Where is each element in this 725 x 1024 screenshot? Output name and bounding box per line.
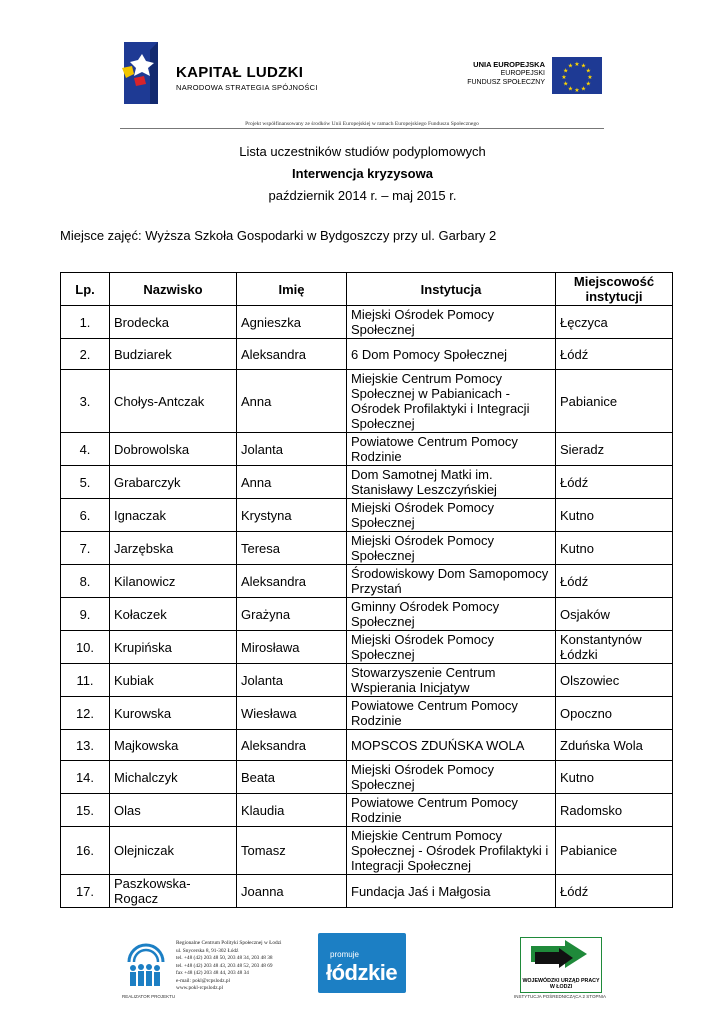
cell-surname: Grabarczyk (110, 466, 237, 499)
cell-city: Łódź (556, 466, 673, 499)
brand-title: KAPITAŁ LUDZKI (176, 64, 304, 81)
cell-name: Teresa (237, 532, 347, 565)
contact-line: tel. +48 (42) 203 48 50, 203 48 34, 203 48 38 (176, 955, 273, 961)
cell-lp: 17. (61, 875, 110, 908)
contact-line: Regionalne Centrum Polityki Społecznej w Łodzi (176, 940, 282, 946)
cell-surname: Brodecka (110, 306, 237, 339)
table-row (61, 730, 673, 761)
cell-surname: Olas (110, 794, 237, 827)
header-institution: Instytucja (347, 273, 556, 306)
contact-line: tel. +48 (42) 203 48 43, 203 48 52, 203 48 69 (176, 962, 273, 969)
cell-surname: Majkowska (110, 730, 237, 761)
svg-text:★: ★ (580, 85, 587, 93)
promo-top-text: promuje (330, 950, 359, 959)
cell-name: Jolanta (237, 433, 347, 466)
cell-lp: 14. (61, 761, 110, 794)
cell-city: Konstantynów Łódzki (556, 631, 673, 664)
class-location: Miejsce zajęć: Wyższa Szkoła Gospodarki w Bydgoszczy przy ul. Garbary 2 (60, 228, 497, 243)
cell-institution: Miejskie Centrum Pomocy Społecznej - Ośrodek Profilaktyki i Integracji Społecznej (347, 827, 556, 875)
cell-lp: 16. (61, 827, 110, 875)
cell-lp: 13. (61, 730, 110, 761)
cell-surname: Kołaczek (110, 598, 237, 631)
table-row (61, 631, 673, 664)
cell-lp: 4. (61, 433, 110, 466)
cell-city: Osjaków (556, 598, 673, 631)
cell-city: Pabianice (556, 827, 673, 875)
cell-name: Aleksandra (237, 730, 347, 761)
cell-name: Grażyna (237, 598, 347, 631)
cell-name: Aleksandra (237, 565, 347, 598)
table-row (61, 370, 673, 433)
cell-lp: 12. (61, 697, 110, 730)
svg-text:★: ★ (574, 61, 580, 68)
table-header-row (61, 273, 673, 306)
table-row (61, 794, 673, 827)
cell-lp: 2. (61, 339, 110, 370)
contact-line: e-mail: pokl@rcpslodz.pl (176, 977, 231, 984)
kapital-ludzki-emblem-icon (120, 40, 180, 108)
header-city: Miejscowość instytucji (556, 273, 673, 306)
cell-surname: Kilanowicz (110, 565, 237, 598)
cell-name: Mirosława (237, 631, 347, 664)
cell-city: Radomsko (556, 794, 673, 827)
cell-institution: Dom Samotnej Matki im. Stanisławy Leszczyńskiej (347, 466, 556, 499)
cell-name: Klaudia (237, 794, 347, 827)
cell-name: Beata (237, 761, 347, 794)
cell-surname: Paszkowska-Rogacz (110, 875, 237, 908)
svg-text:★: ★ (563, 80, 569, 88)
svg-text:★: ★ (561, 74, 567, 81)
cell-surname: Chołys-Antczak (110, 370, 237, 433)
cell-city: Kutno (556, 532, 673, 565)
table-row (61, 875, 673, 908)
cell-surname: Jarzębska (110, 532, 237, 565)
realizator-label: REALIZATOR PROJEKTU (122, 994, 176, 999)
cell-surname: Kubiak (110, 664, 237, 697)
table-row (61, 761, 673, 794)
cell-lp: 10. (61, 631, 110, 664)
cell-lp: 15. (61, 794, 110, 827)
promo-main-text: łódzkie (326, 960, 398, 985)
cell-surname: Dobrowolska (110, 433, 237, 466)
cell-surname: Olejniczak (110, 827, 237, 875)
cell-lp: 7. (61, 532, 110, 565)
brand-subtitle: NARODOWA STRATEGIA SPÓJNOŚCI (176, 83, 318, 92)
cell-institution: Miejski Ośrodek Pomocy Społecznej (347, 761, 556, 794)
cell-city: Łódź (556, 339, 673, 370)
document-title-line-2: Interwencja kryzysowa (292, 166, 433, 181)
contact-line: ul. Snycerska 8, 91-302 Łódź (176, 947, 239, 954)
cell-city: Pabianice (556, 370, 673, 433)
cell-lp: 1. (61, 306, 110, 339)
cell-institution: Powiatowe Centrum Pomocy Rodzinie (347, 433, 556, 466)
svg-text:★: ★ (587, 74, 593, 81)
table-row (61, 532, 673, 565)
cell-institution: Powiatowe Centrum Pomocy Rodzinie (347, 794, 556, 827)
cell-name: Jolanta (237, 664, 347, 697)
arrows-icon (521, 938, 601, 978)
cell-lp: 5. (61, 466, 110, 499)
contact-line: fax +48 (42) 203 48 44, 203 48 34 (176, 970, 249, 976)
table-row (61, 565, 673, 598)
wup-subtitle: INSTYTUCJA POŚREDNICZĄCA 2 STOPNIA (514, 994, 606, 999)
svg-text:★: ★ (567, 62, 574, 70)
table-row (61, 433, 673, 466)
svg-text:★: ★ (574, 87, 580, 94)
cell-city: Kutno (556, 761, 673, 794)
cofinance-note: Projekt współfinansowany ze środków Unii Europejskiej w ramach Europejskiego Funduszu Społecznego (245, 121, 479, 127)
cell-institution: Miejskie Centrum Pomocy Społecznej w Pabianicach - Ośrodek Profilaktyki i Integracji Społecznej (347, 370, 556, 433)
cell-institution: Miejski Ośrodek Pomocy Społecznej (347, 306, 556, 339)
cell-institution: MOPSCOS ZDUŃSKA WOLA (347, 730, 556, 761)
cell-name: Krystyna (237, 499, 347, 532)
cell-lp: 11. (61, 664, 110, 697)
cell-institution: Stowarzyszenie Centrum Wspierania Inicjatyw (347, 664, 556, 697)
table-row (61, 499, 673, 532)
cell-lp: 8. (61, 565, 110, 598)
eu-line-3: FUNDUSZ SPOŁECZNY (467, 79, 545, 86)
cell-surname: Kurowska (110, 697, 237, 730)
people-group-icon (125, 940, 167, 990)
cell-institution: 6 Dom Pomocy Społecznej (347, 339, 556, 370)
cell-name: Joanna (237, 875, 347, 908)
svg-text:★: ★ (585, 67, 591, 75)
cell-lp: 9. (61, 598, 110, 631)
svg-text:★: ★ (585, 80, 591, 88)
svg-text:★: ★ (580, 62, 587, 70)
eu-stars-icon (552, 57, 602, 94)
cell-institution: Miejski Ośrodek Pomocy Społecznej (347, 532, 556, 565)
table-row (61, 664, 673, 697)
cell-institution: Fundacja Jaś i Małgosia (347, 875, 556, 908)
eu-flag-icon (552, 57, 602, 94)
cell-institution: Powiatowe Centrum Pomocy Rodzinie (347, 697, 556, 730)
cell-surname: Michalczyk (110, 761, 237, 794)
cell-city: Kutno (556, 499, 673, 532)
header-divider (120, 128, 604, 129)
eu-line-2: EUROPEJSKI (500, 70, 545, 77)
cell-name: Wiesława (237, 697, 347, 730)
svg-text:★: ★ (563, 67, 569, 75)
wup-text: WOJEWÓDZKI URZĄD PRACY W ŁODZI (522, 978, 600, 990)
document-title-line-1: Lista uczestników studiów podyplomowych (239, 144, 486, 159)
cell-city: Opoczno (556, 697, 673, 730)
header-surname: Nazwisko (110, 273, 237, 306)
participants-table (60, 272, 673, 908)
cell-institution: Środowiskowy Dom Samopomocy Przystań (347, 565, 556, 598)
cell-city: Łódź (556, 565, 673, 598)
cell-name: Anna (237, 370, 347, 433)
eu-label (467, 60, 545, 87)
cell-surname: Ignaczak (110, 499, 237, 532)
cell-name: Aleksandra (237, 339, 347, 370)
table-row (61, 827, 673, 875)
contact-line: www.pokl-rcpslodz.pl (176, 985, 224, 991)
cell-institution: Miejski Ośrodek Pomocy Społecznej (347, 499, 556, 532)
cell-city: Łódź (556, 875, 673, 908)
header-name: Imię (237, 273, 347, 306)
cell-city: Zduńska Wola (556, 730, 673, 761)
table-row (61, 306, 673, 339)
cell-surname: Krupińska (110, 631, 237, 664)
cell-lp: 3. (61, 370, 110, 433)
table-row (61, 339, 673, 370)
cell-name: Agnieszka (237, 306, 347, 339)
header-lp: Lp. (61, 273, 110, 306)
rcps-logo (125, 940, 167, 990)
svg-text:★: ★ (567, 85, 574, 93)
table-row (61, 598, 673, 631)
cell-surname: Budziarek (110, 339, 237, 370)
cell-city: Łęczyca (556, 306, 673, 339)
eu-line-1: UNIA EUROPEJSKA (473, 60, 545, 69)
cell-city: Olszowiec (556, 664, 673, 697)
table-row (61, 466, 673, 499)
rcps-contact-info (176, 940, 281, 993)
table-row (61, 697, 673, 730)
cell-city: Sieradz (556, 433, 673, 466)
cell-name: Anna (237, 466, 347, 499)
cell-institution: Gminny Ośrodek Pomocy Społecznej (347, 598, 556, 631)
cell-name: Tomasz (237, 827, 347, 875)
document-date-range: październik 2014 r. – maj 2015 r. (268, 188, 457, 203)
cell-lp: 6. (61, 499, 110, 532)
cell-institution: Miejski Ośrodek Pomocy Społecznej (347, 631, 556, 664)
